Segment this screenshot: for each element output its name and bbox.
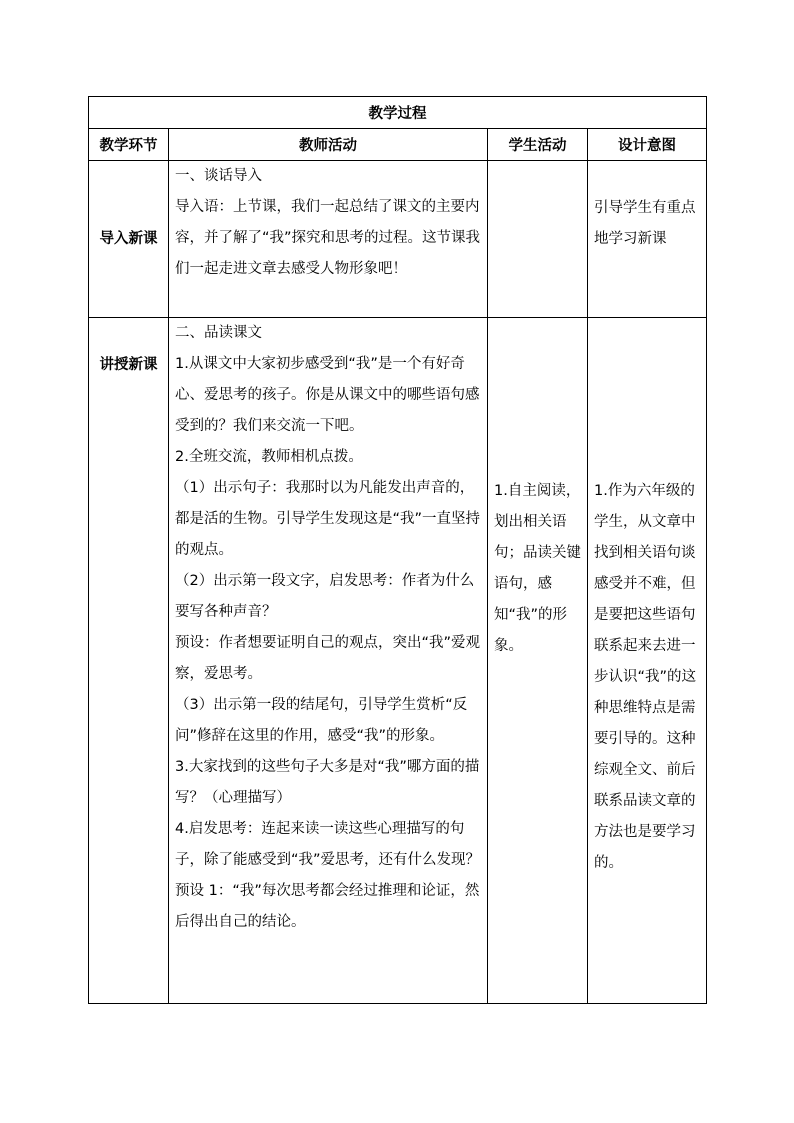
student-activity-cell [488, 318, 588, 1004]
student-activity-cell [488, 161, 588, 318]
teacher-activity-cell [169, 161, 488, 318]
teacher-paragraph: 导入语：上节课，我们一起总结了课文的主要内容，并了解了“我”探究和思考的过程。这节课我们一起走进文章去感受人物形象吧！ [175, 199, 481, 277]
teacher-paragraph: （3）出示第一段的结尾句，引导学生赏析“反问”修辞在这里的作用，感受“我”的形象。 [175, 697, 468, 744]
stage-cell [89, 318, 169, 1004]
teacher-paragraph: 2.全班交流，教师相机点拨。 [175, 449, 363, 465]
design-intent-text: 引导学生有重点地学习新课 [594, 200, 696, 247]
stage-label: 讲授新课 [99, 357, 158, 373]
teacher-paragraph: 二、品读课文 [175, 325, 262, 341]
table-row [89, 161, 707, 318]
teacher-paragraph: 4.启发思考：连起来读一读这些心理描写的句子，除了能感受到“我”爱思考，还有什么发现？ [175, 821, 481, 868]
teacher-paragraph: 预设 1：“我”每次思考都会经过推理和论证，然后得出自己的结论。 [175, 883, 480, 930]
teacher-paragraph: 3.大家找到的这些句子大多是对“我”哪方面的描写？（心理描写） [175, 759, 480, 806]
header-student-activity: 学生活动 [488, 129, 588, 161]
table-title: 教学过程 [89, 97, 707, 129]
teaching-process-table [88, 96, 707, 1004]
design-intent-cell [588, 161, 707, 318]
header-design-intent: 设计意图 [588, 129, 707, 161]
stage-label: 导入新课 [99, 231, 158, 247]
student-activity-text: 1.自主阅读，划出相关语句；品读关键语句，感知“我”的形象。 [494, 483, 581, 654]
header-teacher-activity: 教师活动 [169, 129, 488, 161]
teacher-paragraph: （2）出示第一段文字，启发思考：作者为什么要写各种声音？ [175, 573, 475, 620]
teacher-activity-cell [169, 318, 488, 1004]
table-title-row [89, 97, 707, 129]
table-header-row [89, 129, 707, 161]
header-stage: 教学环节 [89, 129, 169, 161]
teacher-paragraph: 1.从课文中大家初步感受到“我”是一个有好奇心、爱思考的孩子。你是从课文中的哪些语句感受到的？我们来交流一下吧。 [175, 356, 480, 434]
teacher-paragraph: 一、谈话导入 [175, 168, 262, 184]
teacher-paragraph: （1）出示句子：我那时以为凡能发出声音的，都是活的生物。引导学生发现这是“我”一直坚持的观点。 [175, 480, 481, 558]
stage-cell [89, 161, 169, 318]
table-row [89, 318, 707, 1004]
teacher-paragraph: 预设：作者想要证明自己的观点，突出“我”爱观察，爱思考。 [175, 635, 481, 682]
design-intent-cell [588, 318, 707, 1004]
design-intent-text: 1.作为六年级的学生，从文章中找到相关语句谈感受并不难，但是要把这些语句联系起来去进一步认识“我”的这种思维特点是需要引导的。这种综观全文、前后联系品读文章的方法也是要学习的。 [594, 483, 697, 871]
